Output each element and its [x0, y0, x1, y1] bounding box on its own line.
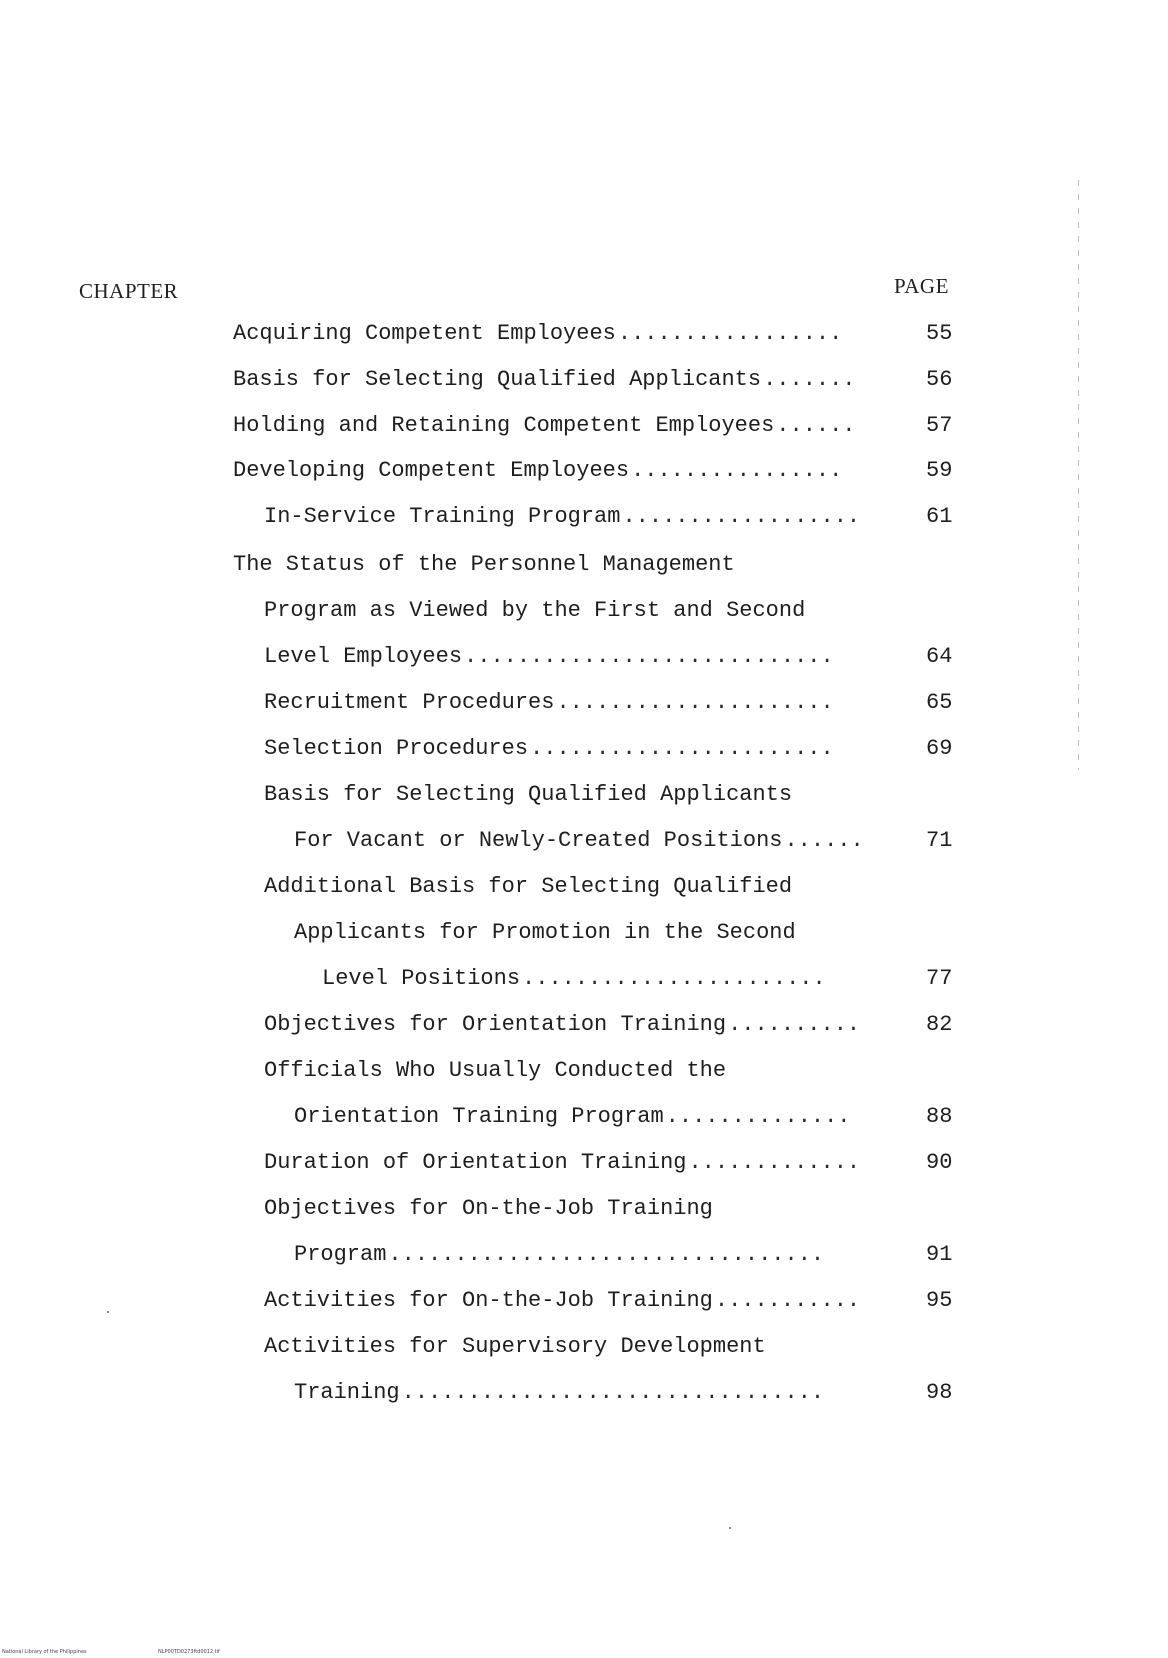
toc-line: [0, 1102, 1000, 1132]
toc-leader-dots: .......................: [522, 966, 826, 991]
toc-leader-dots: ......: [784, 828, 864, 853]
toc-leader-dots: ..................: [622, 504, 861, 529]
toc-line: [0, 872, 1000, 902]
toc-entry: [264, 1148, 914, 1178]
toc-entry-title: Holding and Retaining Competent Employees: [233, 413, 775, 438]
toc-line: [0, 365, 1000, 395]
toc-entry: [294, 1102, 914, 1132]
toc-entry: [264, 1286, 914, 1316]
toc-leader-dots: .................................: [388, 1242, 825, 1267]
toc-page-number: 59: [926, 458, 953, 483]
toc-entry-title: The Status of the Personnel Management: [233, 552, 735, 577]
toc-line: [0, 642, 1000, 672]
toc-line: [0, 964, 1000, 994]
toc-leader-dots: .................: [617, 321, 843, 346]
toc-page-number: 61: [926, 504, 953, 529]
toc-entry-title: Objectives for On-the-Job Training: [264, 1196, 713, 1221]
toc-line: [0, 411, 1000, 441]
toc-entry: [233, 456, 914, 486]
toc-entry-title: Training: [294, 1380, 400, 1405]
toc-entry-title: Duration of Orientation Training: [264, 1150, 687, 1175]
toc-page-number: 98: [926, 1380, 953, 1405]
toc-page-number: 64: [926, 644, 953, 669]
toc-entry-title: Program as Viewed by the First and Second: [264, 598, 806, 623]
toc-leader-dots: ................: [631, 458, 843, 483]
chapter-column-heading: CHAPTER: [79, 279, 179, 303]
toc-entry-title: Level Employees: [264, 644, 463, 669]
toc-line: [0, 688, 1000, 718]
toc-entry: [264, 780, 914, 810]
toc-entry-title: Officials Who Usually Conducted the: [264, 1058, 727, 1083]
toc-entry-title: Orientation Training Program: [294, 1104, 664, 1129]
toc-line: [0, 918, 1000, 948]
toc-line: [0, 1010, 1000, 1040]
toc-line: [0, 596, 1000, 626]
toc-page-number: 71: [926, 828, 953, 853]
toc-entry: [264, 1194, 914, 1224]
toc-page-number: 57: [926, 413, 953, 438]
toc-entry-title: Selection Procedures: [264, 736, 529, 761]
toc-entry: [294, 826, 914, 856]
toc-page-number: 65: [926, 690, 953, 715]
toc-entry-title: Acquiring Competent Employees: [233, 321, 616, 346]
toc-entry-title: Basis for Selecting Qualified Applicants: [233, 367, 762, 392]
toc-line: [0, 1194, 1000, 1224]
toc-entry-title: Additional Basis for Selecting Qualified: [264, 874, 793, 899]
toc-line: [0, 550, 1000, 580]
toc-line: [0, 1148, 1000, 1178]
toc-entry: [264, 596, 914, 626]
toc-entry-title: Basis for Selecting Qualified Applicants: [264, 782, 793, 807]
toc-leader-dots: ...........: [714, 1288, 861, 1313]
toc-entry-title: Recruitment Procedures: [264, 690, 555, 715]
toc-entry: [294, 1378, 914, 1408]
scan-speck: [107, 1311, 109, 1313]
toc-entry-title: Activities for On-the-Job Training: [264, 1288, 713, 1313]
toc-page-number: 55: [926, 321, 953, 346]
toc-line: [0, 1240, 1000, 1270]
toc-leader-dots: ..........: [728, 1012, 861, 1037]
toc-line: [0, 1378, 1000, 1408]
toc-page-number: 95: [926, 1288, 953, 1313]
toc-leader-dots: .......................: [530, 736, 834, 761]
toc-entry-title: In-Service Training Program: [264, 504, 621, 529]
toc-entry-title: Applicants for Promotion in the Second: [294, 920, 796, 945]
toc-entry-title: Level Positions: [322, 966, 521, 991]
toc-leader-dots: ................................: [401, 1380, 825, 1405]
toc-entry: [233, 319, 914, 349]
toc-line: [0, 734, 1000, 764]
toc-line: [0, 780, 1000, 810]
toc-entry: [264, 1056, 914, 1086]
toc-page-number: 69: [926, 736, 953, 761]
toc-entry: [264, 688, 914, 718]
toc-entry: [264, 642, 914, 672]
footer-library-credit: National Library of the Philippines: [2, 1649, 87, 1655]
toc-page-number: 91: [926, 1242, 953, 1267]
toc-entry-title: Developing Competent Employees: [233, 458, 630, 483]
toc-entry: [264, 872, 914, 902]
toc-leader-dots: ............................: [464, 644, 834, 669]
scan-edge-mark: [1078, 180, 1079, 770]
footer-file-name: NLP00TD0273ftd0012.tif: [158, 1649, 220, 1655]
toc-entry: [264, 1010, 914, 1040]
toc-entry: [233, 550, 914, 580]
toc-entry-title: Program: [294, 1242, 387, 1267]
toc-entry-title: Objectives for Orientation Training: [264, 1012, 727, 1037]
toc-line: [0, 1056, 1000, 1086]
toc-line: [0, 1332, 1000, 1362]
toc-leader-dots: ..............: [665, 1104, 851, 1129]
toc-line: [0, 826, 1000, 856]
toc-entry-title: Activities for Supervisory Development: [264, 1334, 766, 1359]
toc-entry-title: For Vacant or Newly-Created Positions: [294, 828, 783, 853]
page-column-heading: PAGE: [894, 274, 949, 298]
toc-page-number: 82: [926, 1012, 953, 1037]
toc-entry: [233, 411, 914, 441]
toc-line: [0, 502, 1000, 532]
toc-entry: [294, 1240, 914, 1270]
toc-line: [0, 319, 1000, 349]
toc-leader-dots: .......: [763, 367, 856, 392]
toc-line: [0, 1286, 1000, 1316]
toc-leader-dots: ......: [776, 413, 856, 438]
toc-entry: [233, 365, 914, 395]
toc-entry: [264, 734, 914, 764]
toc-page-number: 56: [926, 367, 953, 392]
toc-page-number: 77: [926, 966, 953, 991]
toc-entry: [264, 1332, 914, 1362]
toc-leader-dots: .....................: [556, 690, 834, 715]
toc-leader-dots: .............: [688, 1150, 861, 1175]
toc-line: [0, 456, 1000, 486]
scan-speck: [729, 1527, 731, 1529]
toc-entry: [294, 918, 914, 948]
toc-page-number: 90: [926, 1150, 953, 1175]
toc-entry: [264, 502, 914, 532]
toc-entry: [322, 964, 914, 994]
toc-page-number: 88: [926, 1104, 953, 1129]
